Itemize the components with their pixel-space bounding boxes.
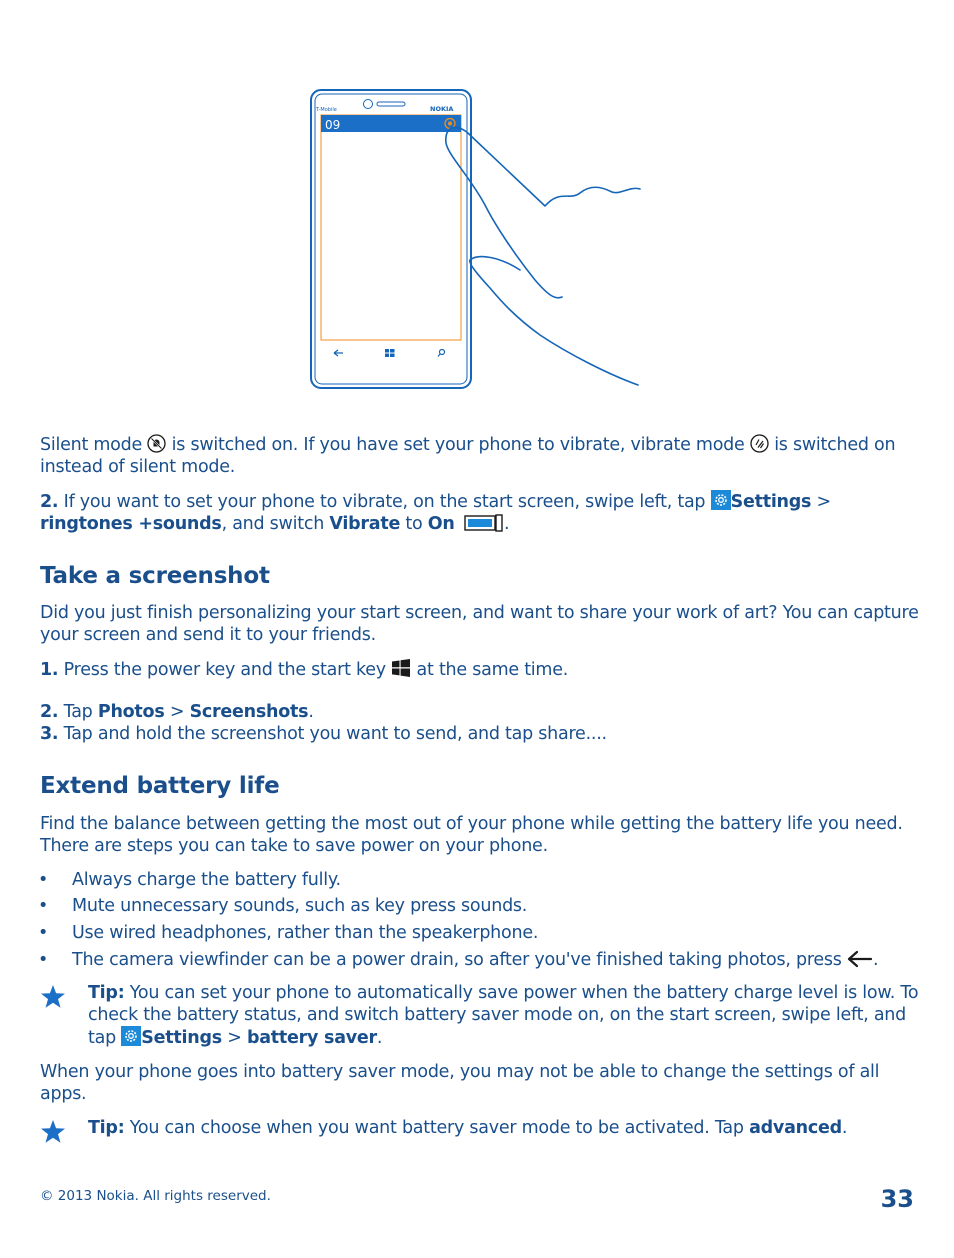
tip-end: .	[841, 1118, 848, 1138]
screenshots-link[interactable]: Screenshots	[189, 702, 309, 722]
settings-link[interactable]: Settings	[730, 492, 812, 512]
carrier-label: T-Mobile	[316, 107, 337, 113]
bullet-item: Mute unnecessary sounds, such as key press sounds.	[72, 896, 528, 916]
battery-saver-paragraph: When your phone goes into battery saver mode, you may not be able to change the settings of all apps.	[40, 1062, 880, 1104]
section-heading-screenshot: Take a screenshot	[40, 563, 270, 589]
tip-label: Tip:	[88, 983, 125, 1003]
silent-text-1: Silent mode	[40, 435, 142, 455]
battery-saver-link[interactable]: battery saver	[246, 1028, 377, 1048]
vibrate-step	[40, 490, 920, 535]
on-state: On	[427, 514, 455, 534]
step-end: .	[503, 514, 510, 534]
to-word: to	[405, 514, 423, 534]
bullet-end: .	[872, 950, 879, 970]
step-text: If you want to set your phone to vibrate, on the start screen, swipe left, tap	[63, 492, 706, 512]
step-number: 3.	[40, 724, 59, 744]
bullet-item: Always charge the battery fully.	[72, 870, 341, 890]
step-end: .	[308, 702, 314, 722]
bullet-marker: •	[38, 870, 49, 890]
step-text: Tap and hold the screenshot you want to send, and tap share....	[63, 724, 607, 744]
photos-link[interactable]: Photos	[97, 702, 165, 722]
tip-end: .	[376, 1028, 383, 1048]
step-number: 1.	[40, 660, 59, 680]
brand-label: NOKIA	[430, 105, 454, 113]
tip-2	[88, 1117, 920, 1139]
gear-icon	[711, 490, 731, 510]
windows-logo-icon	[391, 658, 411, 678]
star-icon	[40, 984, 66, 1009]
step-text-2: at the same time.	[416, 660, 569, 680]
screenshot-step-1	[40, 658, 920, 681]
vibrate-icon	[750, 434, 769, 453]
vibrate-setting[interactable]: Vibrate	[329, 514, 401, 534]
copyright-footer: © 2013 Nokia. All rights reserved.	[40, 1188, 271, 1204]
tip-text: You can choose when you want battery saver mode to be activated. Tap	[129, 1118, 744, 1138]
bell-off-icon	[147, 434, 166, 453]
ringtones-sounds-link[interactable]: ringtones +sounds	[40, 514, 222, 534]
silent-text-2: is switched on. If you have set your phone to vibrate, vibrate mode	[171, 435, 745, 455]
page-number: 33	[880, 1185, 914, 1213]
bullet-marker: •	[38, 923, 49, 943]
silent-text-3: is switched on instead of silent mode.	[40, 435, 896, 477]
gear-icon	[121, 1026, 141, 1046]
bullet-text: The camera viewfinder can be a power drain, so after you've finished taking photos, press	[72, 950, 842, 970]
step-text: Press the power key and the start key	[63, 660, 386, 680]
battery-intro: Find the balance between getting the most out of your phone while getting the battery life you need. There are steps you can take to save power on your phone.	[40, 814, 903, 856]
silent-mode-paragraph	[40, 434, 920, 478]
toggle-on-icon	[464, 514, 504, 532]
tip-1	[88, 982, 920, 1049]
path-separator: >	[816, 492, 831, 512]
settings-link[interactable]: Settings	[141, 1028, 222, 1048]
step-text: Tap	[63, 702, 93, 722]
phone-illustration	[300, 85, 650, 390]
bullet-item: Use wired headphones, rather than the speakerphone.	[72, 923, 539, 943]
section-heading-battery: Extend battery life	[40, 773, 280, 799]
back-arrow-icon	[847, 950, 873, 968]
tip-text: You can set your phone to automatically save power when the battery charge level is low. To check the battery status, and switch battery saver mode on, on the start screen, swipe left, and tap	[88, 983, 919, 1048]
star-icon	[40, 1119, 66, 1144]
bullet-item	[72, 949, 922, 971]
tip-label: Tip:	[88, 1118, 125, 1138]
step-text-2: , and switch	[221, 514, 325, 534]
step-number: 2.	[40, 492, 59, 512]
path-separator: >	[169, 702, 185, 722]
screenshot-step-3	[40, 723, 920, 745]
bullet-marker: •	[38, 950, 49, 970]
bullet-marker: •	[38, 896, 49, 916]
lockscreen-clock: 09	[325, 118, 341, 132]
advanced-link[interactable]: advanced	[749, 1118, 842, 1138]
screenshot-step-2	[40, 701, 920, 723]
path-separator: >	[227, 1028, 242, 1048]
screenshot-intro: Did you just finish personalizing your start screen, and want to share your work of art? You can capture your screen and send it to your friends.	[40, 603, 919, 645]
step-number: 2.	[40, 702, 59, 722]
